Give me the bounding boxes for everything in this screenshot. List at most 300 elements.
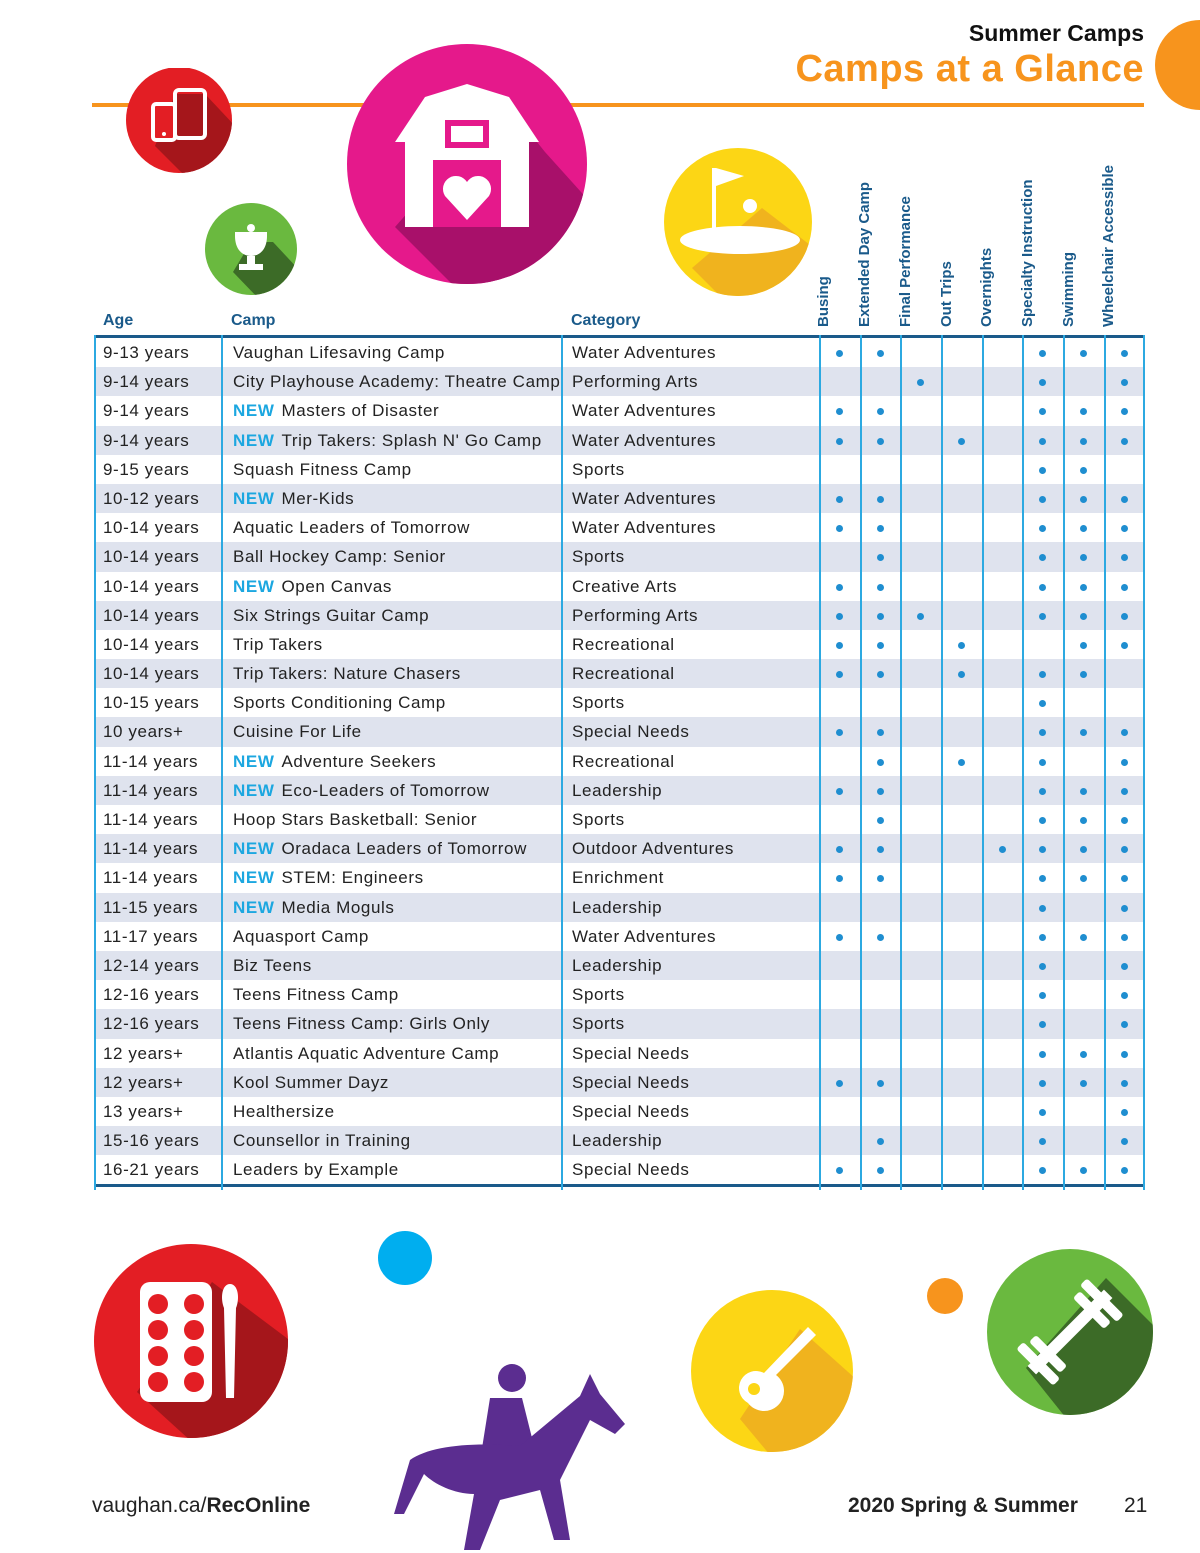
feature-dot [1080,875,1087,882]
category-cell: Enrichment [572,868,664,888]
age-cell: 12-16 years [103,985,200,1005]
feature-dot [1080,729,1087,736]
new-badge: NEW [233,780,275,800]
column-header-age: Age [103,312,134,329]
feature-dot [1121,525,1128,532]
category-cell: Recreational [572,751,675,771]
table-row [94,1039,1145,1068]
table-row [94,513,1145,542]
feature-dot [1039,934,1046,941]
feature-dot [877,584,884,591]
feature-dot [1080,1080,1087,1087]
table-row [94,863,1145,892]
feature-dot [1039,438,1046,445]
feature-dot [1039,759,1046,766]
column-header-busing: Busing [815,276,832,327]
feature-dot [1039,788,1046,795]
feature-dot [877,729,884,736]
feature-dot [1080,584,1087,591]
feature-dot [1039,379,1046,386]
age-cell: 10-14 years [103,664,200,684]
feature-dot [877,1080,884,1087]
feature-dot [1121,1051,1128,1058]
feature-dot [1121,1167,1128,1174]
feature-dot [1039,963,1046,970]
camp-name: Adventure Seekers [281,751,437,771]
feature-dot [1121,584,1128,591]
age-cell: 10 years+ [103,722,184,742]
feature-dot [1080,496,1087,503]
footer-season: 2020 Spring & Summer [848,1494,1078,1517]
table-body [94,338,1145,1184]
feature-dot [877,671,884,678]
category-cell: Outdoor Adventures [572,839,735,859]
age-cell: 10-14 years [103,547,200,567]
feature-dot [1080,817,1087,824]
age-cell: 10-15 years [103,693,200,713]
feature-dot [1039,350,1046,357]
feature-dot [877,846,884,853]
feature-dot [877,875,884,882]
feature-dot [877,788,884,795]
feature-dot [1121,496,1128,503]
camp-name: Atlantis Aquatic Adventure Camp [233,1043,500,1063]
table-row [94,834,1145,863]
feature-dot [877,613,884,620]
feature-dot [877,496,884,503]
feature-dot [1121,729,1128,736]
column-divider [221,335,223,1190]
feature-dot [1121,846,1128,853]
feature-dot [1039,467,1046,474]
column-header-category: Category [571,312,641,329]
camp-name: Aquasport Camp [233,926,369,946]
camp-cell [233,776,490,805]
camp-name: Aquatic Leaders of Tomorrow [233,518,471,538]
feature-dot [1121,905,1128,912]
camp-name: Media Moguls [281,897,395,917]
table-row [94,455,1145,484]
column-divider [860,335,862,1190]
category-cell: Sports [572,459,625,479]
table-row [94,688,1145,717]
feature-dot [1039,1021,1046,1028]
feature-dot [1039,729,1046,736]
category-cell: Leadership [572,1131,663,1151]
category-cell: Leadership [572,955,663,975]
camp-cell [233,922,369,951]
column-header-final-performance: Final Performance [897,196,914,327]
page-title: Camps at a Glance [795,48,1144,90]
feature-dot [1121,438,1128,445]
camp-cell [233,484,354,513]
feature-dot [1039,846,1046,853]
camp-cell [233,630,323,659]
feature-dot [1121,934,1128,941]
camp-cell [233,1126,411,1155]
category-cell: Leadership [572,897,663,917]
age-cell: 9-13 years [103,343,190,362]
golf-icon [662,148,814,298]
new-badge: NEW [233,576,275,596]
table-row [94,572,1145,601]
feature-dot [999,846,1006,853]
camp-cell [233,542,446,571]
tablet-icon [125,68,237,176]
category-cell: Performing Arts [572,605,699,625]
feature-dot [1121,642,1128,649]
camp-cell [233,338,445,367]
feature-dot [836,671,843,678]
guitar-icon [690,1289,856,1455]
column-header-extended-day-camp: Extended Day Camp [856,181,873,327]
age-cell: 16-21 years [103,1160,200,1180]
camp-name: Teens Fitness Camp: Girls Only [233,1014,491,1034]
feature-dot [1121,875,1128,882]
feature-dot [1080,554,1087,561]
title-rule [92,103,1144,107]
feature-dot [1080,934,1087,941]
column-header-wheelchair-accessible: Wheelchair Accessible [1100,164,1117,327]
orange-dot-decoration [925,1276,965,1316]
table-row [94,601,1145,630]
age-cell: 12-14 years [103,955,200,975]
new-badge: NEW [233,430,275,450]
feature-dot [1039,525,1046,532]
camp-name: Trip Takers: Splash N' Go Camp [281,430,542,450]
feature-dot [958,671,965,678]
feature-dot [836,846,843,853]
table-row [94,659,1145,688]
section-title: Summer Camps [968,20,1144,46]
feature-dot [836,875,843,882]
age-cell: 11-17 years [103,926,199,946]
camp-name: Mer-Kids [281,488,355,508]
new-badge: NEW [233,868,275,888]
category-cell: Water Adventures [572,401,717,421]
camp-name: Oradaca Leaders of Tomorrow [281,839,527,859]
feature-dot [836,642,843,649]
camp-name: Masters of Disaster [281,401,440,421]
feature-dot [1039,905,1046,912]
table-row [94,542,1145,571]
category-cell: Sports [572,1014,625,1034]
category-cell: Sports [572,810,625,829]
category-cell: Leadership [572,780,663,800]
category-cell: Performing Arts [572,372,699,392]
age-cell: 12 years+ [103,1072,184,1092]
camp-cell [233,893,395,922]
feature-dot [1121,1138,1128,1145]
table-row [94,484,1145,513]
column-divider [941,335,943,1190]
camp-cell [233,863,424,892]
camp-cell [233,717,362,746]
camp-cell [233,1155,399,1184]
camp-cell [233,980,399,1009]
table-row [94,1126,1145,1155]
column-divider [561,335,563,1190]
feature-dot [1121,963,1128,970]
camp-cell [233,805,477,834]
feature-dot [1039,992,1046,999]
feature-dot [1121,379,1128,386]
category-cell: Sports [572,547,625,567]
category-cell: Recreational [572,634,675,654]
camp-cell [233,426,542,455]
feature-dot [836,438,843,445]
feature-dot [1039,1138,1046,1145]
camp-cell [233,834,527,863]
feature-dot [1080,350,1087,357]
feature-dot [1080,1051,1087,1058]
table-row [94,893,1145,922]
age-cell: 11-15 years [103,897,199,917]
camp-cell [233,367,560,396]
camp-name: Six Strings Guitar Camp [233,605,430,625]
feature-dot [958,642,965,649]
feature-dot [1039,875,1046,882]
feature-dot [1121,554,1128,561]
table-row [94,1068,1145,1097]
feature-dot [836,613,843,620]
age-cell: 10-14 years [103,605,200,625]
category-cell: Sports [572,985,625,1005]
camp-name: Cuisine For Life [233,722,362,742]
age-cell: 10-12 years [103,488,200,508]
table-row [94,338,1145,367]
camp-cell [233,513,470,542]
table-row [94,805,1145,834]
feature-dot [877,525,884,532]
category-cell: Special Needs [572,722,690,742]
category-cell: Special Needs [572,1160,690,1180]
column-divider [900,335,902,1190]
category-cell: Creative Arts [572,576,678,596]
camp-name: Healthersize [233,1101,335,1121]
new-badge: NEW [233,751,275,771]
category-cell: Special Needs [572,1043,690,1063]
feature-dot [1039,496,1046,503]
feature-dot [1039,408,1046,415]
feature-dot [958,759,965,766]
camp-name: Trip Takers: Nature Chasers [233,664,461,684]
table-row [94,776,1145,805]
camp-cell [233,688,446,717]
age-cell: 11-14 years [103,868,199,888]
camp-cell [233,601,429,630]
camp-name: Open Canvas [281,576,393,596]
table-row [94,747,1145,776]
feature-dot [877,1167,884,1174]
feature-dot [1121,613,1128,620]
camp-name: Vaughan Lifesaving Camp [233,343,445,362]
feature-dot [836,408,843,415]
feature-dot [1039,554,1046,561]
new-badge: NEW [233,839,275,859]
age-cell: 11-14 years [103,751,199,771]
dumbbell-icon [986,1248,1156,1418]
column-header-swimming: Swimming [1060,251,1077,327]
category-cell: Water Adventures [572,343,717,362]
page-number: 21 [1124,1494,1148,1517]
feature-dot [836,1080,843,1087]
feature-dot [1080,467,1087,474]
table-row [94,1097,1145,1126]
feature-dot [1039,1051,1046,1058]
feature-dot [1039,1167,1046,1174]
table-row [94,426,1145,455]
category-cell: Water Adventures [572,488,717,508]
new-badge: NEW [233,488,275,508]
feature-dot [1080,438,1087,445]
table-row [94,980,1145,1009]
feature-dot [1121,408,1128,415]
table-row [94,922,1145,951]
feature-dot [836,729,843,736]
category-cell: Water Adventures [572,430,717,450]
column-divider [1143,335,1145,1190]
camp-name: Squash Fitness Camp [233,459,412,479]
camp-cell [233,1039,499,1068]
feature-dot [1121,817,1128,824]
feature-dot [1121,350,1128,357]
age-cell: 15-16 years [103,1131,200,1151]
feature-dot [877,554,884,561]
age-cell: 9-15 years [103,459,190,479]
camp-name: STEM: Engineers [281,868,424,888]
camp-cell [233,1068,389,1097]
feature-dot [836,525,843,532]
feature-dot [877,350,884,357]
category-cell: Water Adventures [572,926,717,946]
column-divider [1063,335,1065,1190]
feature-dot [1039,700,1046,707]
feature-dot [958,438,965,445]
feature-dot [836,934,843,941]
camp-cell [233,659,461,688]
camp-name: Kool Summer Dayz [233,1072,390,1092]
feature-dot [1121,992,1128,999]
category-cell: Special Needs [572,1101,690,1121]
feature-dot [1039,584,1046,591]
camp-name: Hoop Stars Basketball: Senior [233,810,478,829]
feature-dot [877,642,884,649]
column-divider [1104,335,1106,1190]
camp-name: City Playhouse Academy: Theatre Camp [233,372,561,392]
camp-name: Eco-Leaders of Tomorrow [281,780,490,800]
camp-name: Leaders by Example [233,1160,399,1180]
feature-dot [877,817,884,824]
footer-url[interactable]: vaughan.ca/RecOnline [92,1494,311,1517]
blue-dot-decoration [377,1230,435,1288]
age-cell: 10-14 years [103,634,200,654]
table-row [94,1155,1145,1184]
camps-table [94,335,1145,1187]
feature-dot [836,1167,843,1174]
feature-dot [917,379,924,386]
camp-cell [233,455,412,484]
feature-dot [877,408,884,415]
feature-dot [1080,525,1087,532]
column-divider [1022,335,1024,1190]
age-cell: 9-14 years [103,401,190,421]
feature-dot [1080,846,1087,853]
paint-palette-icon [92,1242,292,1442]
column-divider [982,335,984,1190]
age-cell: 11-14 years [103,839,199,859]
feature-dot [1039,817,1046,824]
feature-dot [1039,1109,1046,1116]
feature-dot [836,496,843,503]
camp-cell [233,572,392,601]
column-divider [819,335,821,1190]
category-cell: Water Adventures [572,518,717,538]
table-row [94,367,1145,396]
new-badge: NEW [233,897,275,917]
feature-dot [1080,1167,1087,1174]
feature-dot [1039,671,1046,678]
barn-icon [345,42,590,287]
camp-name: Teens Fitness Camp [233,985,399,1005]
feature-dot [1121,1021,1128,1028]
feature-dot [836,350,843,357]
feature-dot [1080,408,1087,415]
feature-dot [836,584,843,591]
category-cell: Recreational [572,664,675,684]
age-cell: 13 years+ [103,1101,184,1121]
camp-name: Sports Conditioning Camp [233,693,446,713]
age-cell: 10-14 years [103,518,200,538]
feature-dot [1121,759,1128,766]
camp-cell [233,951,312,980]
horse-rider-icon [390,1360,625,1553]
age-cell: 9-14 years [103,430,190,450]
camp-name: Counsellor in Training [233,1131,411,1151]
age-cell: 12-16 years [103,1014,200,1034]
column-header-specialty-instruction: Specialty Instruction [1019,179,1036,327]
camp-cell [233,747,436,776]
column-header-overnights: Overnights [978,247,995,327]
feature-dot [1080,613,1087,620]
camp-cell [233,1097,335,1126]
feature-dot [877,759,884,766]
feature-dot [836,788,843,795]
feature-dot [877,1138,884,1145]
table-row [94,951,1145,980]
camp-name: Biz Teens [233,955,312,975]
feature-dot [1121,788,1128,795]
camp-name: Trip Takers [233,634,323,654]
camp-cell [233,1009,490,1038]
feature-dot [1039,1080,1046,1087]
column-divider [94,335,96,1190]
feature-dot [917,613,924,620]
category-cell: Sports [572,693,625,713]
age-cell: 10-14 years [103,576,200,596]
age-cell: 12 years+ [103,1043,184,1063]
feature-dot [877,934,884,941]
orange-circle-decoration [1155,20,1200,110]
age-cell: 11-14 years [103,780,199,800]
table-row [94,1009,1145,1038]
trophy-icon [203,202,301,298]
feature-dot [1080,642,1087,649]
feature-dot [1121,1080,1128,1087]
table-row [94,717,1145,746]
feature-dot [1121,1109,1128,1116]
category-cell: Special Needs [572,1072,690,1092]
